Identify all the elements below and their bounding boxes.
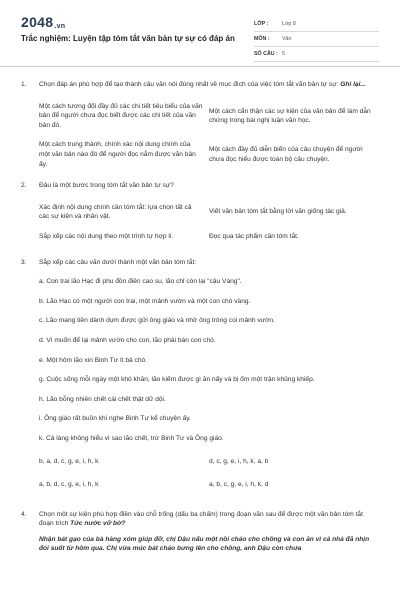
question-2 [0, 181, 400, 241]
question-3 [0, 258, 400, 490]
meta-value: Lớp 8 [282, 21, 296, 27]
header-divider [0, 66, 400, 67]
answer-option-c[interactable]: Một cách trung thành, chính xác nội dung chính của một văn bản nào đó để người đọc nắm được văn bản ấy. [39, 141, 196, 168]
logo-text: 2048 [21, 14, 54, 30]
answer-option-a[interactable]: Xác định nội dung chính cần tóm tắt: lựa chọn tất cả các sự kiện và nhân vật. [39, 203, 192, 221]
answer-option-b[interactable]: d, c, g, e, i, h, k, a, b [209, 458, 269, 466]
question-list [0, 80, 400, 554]
passage-text: Nhận bát gạo của bà hàng xóm giúp đỡ, chị Dậu nấu một nồi cháo cho chồng và con ăn vì cả nhà đã nhịn đói suốt từ hôm qua. Chị vừa múc bát cháo bưng lên cho chồng, anh Dậu còn chưa [39, 535, 370, 553]
question-1 [0, 80, 400, 169]
list-item: g. Cuộc sống mỗi ngày một khó khăn, lão kiếm được gì ăn nấy và bị ốm một trận khủng khiếp. [39, 376, 315, 384]
answer-options [39, 203, 379, 242]
answer-option-a[interactable]: b, a, d, c, g, e, i, h, k [39, 458, 99, 466]
list-item: a. Con trai lão Hạc đi phu đồn điền cao su, lão chỉ còn lại "cậu Vàng". [39, 278, 242, 286]
list-item: h. Lão bỗng nhiên chết cái chết thật dữ dội. [39, 395, 166, 403]
meta-key: MÔN : [254, 36, 270, 42]
answer-option-d[interactable]: Đọc qua tác phẩm cần tóm tắt. [209, 232, 299, 240]
meta-table [254, 17, 379, 62]
question-text-main: Chọn một sự kiện phù hợp điền vào chỗ trống (dấu ba chấm) trong đoạn văn sau để được một văn bản tóm tắt đoạn trích [39, 510, 363, 528]
answer-option-a[interactable]: Một cách tương đối đầy đủ các chi tiết tiêu biểu của văn bản để người chưa đọc biết được các chi tiết của văn bản đó. [39, 102, 203, 129]
list-item: c. Lão mang tiền dành dụm được gửi ông giáo và nhờ ông trông coi mảnh vườn. [39, 317, 275, 325]
list-item: b. Lão Hạc có một người con trai, một mảnh vườn và một con chó vàng. [39, 297, 251, 305]
answer-options [39, 102, 379, 170]
answer-option-d[interactable]: Một cách đầy đủ diễn biến của câu chuyện để người chưa đọc hiểu được toàn bộ câu chuyện. [209, 146, 363, 163]
question-text-main: Chọn đáp án phù hợp để tạo thành câu văn nói đúng nhất về mục đích của việc tóm tắt văn bản tự sự: [39, 81, 341, 88]
meta-row-count [254, 47, 379, 62]
meta-row-class [254, 17, 379, 32]
question-number: 4. [21, 510, 27, 518]
statement-list [39, 277, 379, 443]
meta-row-subject [254, 32, 379, 47]
answer-option-b[interactable]: Viết văn bản tóm tắt bằng lời văn giống tác giả. [209, 207, 347, 215]
answer-option-d[interactable]: a, b, c, g, e, i, h, k, d [209, 481, 269, 489]
question-number: 1. [21, 81, 27, 88]
meta-key: SỐ CÂU : [254, 51, 278, 57]
list-item: i. Ông giáo rất buồn khi nghe Binh Tư kể chuyện ấy. [39, 415, 191, 423]
meta-value: 5 [282, 51, 285, 57]
logo-suffix: .vn [54, 23, 66, 30]
question-text-emphasis: Tức nước vỡ bờ? [70, 520, 126, 528]
answer-option-b[interactable]: Một cách cẩn thận các sự kiện của văn bản để làm dẫn chứng trong bài nghị luận văn học. [209, 107, 371, 125]
question-text [39, 510, 379, 529]
question-number: 3. [21, 258, 27, 266]
list-item: d. Vì muốn để lại mảnh vườn cho con, lão phải bán con chó. [39, 336, 216, 344]
question-4 [0, 510, 400, 554]
answer-option-c[interactable]: Sắp xếp các nội dung theo một trình tự hợp lí. [39, 232, 174, 240]
answer-option-c[interactable]: a, b, d, c, g, e, i, h, k [39, 481, 99, 489]
question-text-emphasis: Ghi lại... [340, 81, 366, 88]
page-header [0, 0, 400, 66]
meta-key: LỚP : [254, 21, 269, 27]
answer-options [39, 457, 379, 489]
site-logo[interactable] [21, 14, 65, 30]
question-text [39, 80, 379, 90]
meta-value: Văn [282, 36, 292, 42]
list-item: k. Cả làng không hiểu vì sao lão chết, trừ Binh Tư và Ông giáo. [39, 434, 224, 442]
question-number: 2. [21, 182, 27, 190]
page-title: Trắc nghiệm: Luyện tập tóm tắt văn bản tự sự có đáp án [21, 34, 235, 43]
question-text: Sắp xếp các câu văn dưới thành một văn bản tóm tắt: [39, 258, 197, 266]
list-item: e. Một hôm lão xin Binh Tư ít bả chó. [39, 356, 148, 364]
question-text: Đâu là một bước trong tóm tắt văn bản tự sự? [39, 182, 174, 190]
